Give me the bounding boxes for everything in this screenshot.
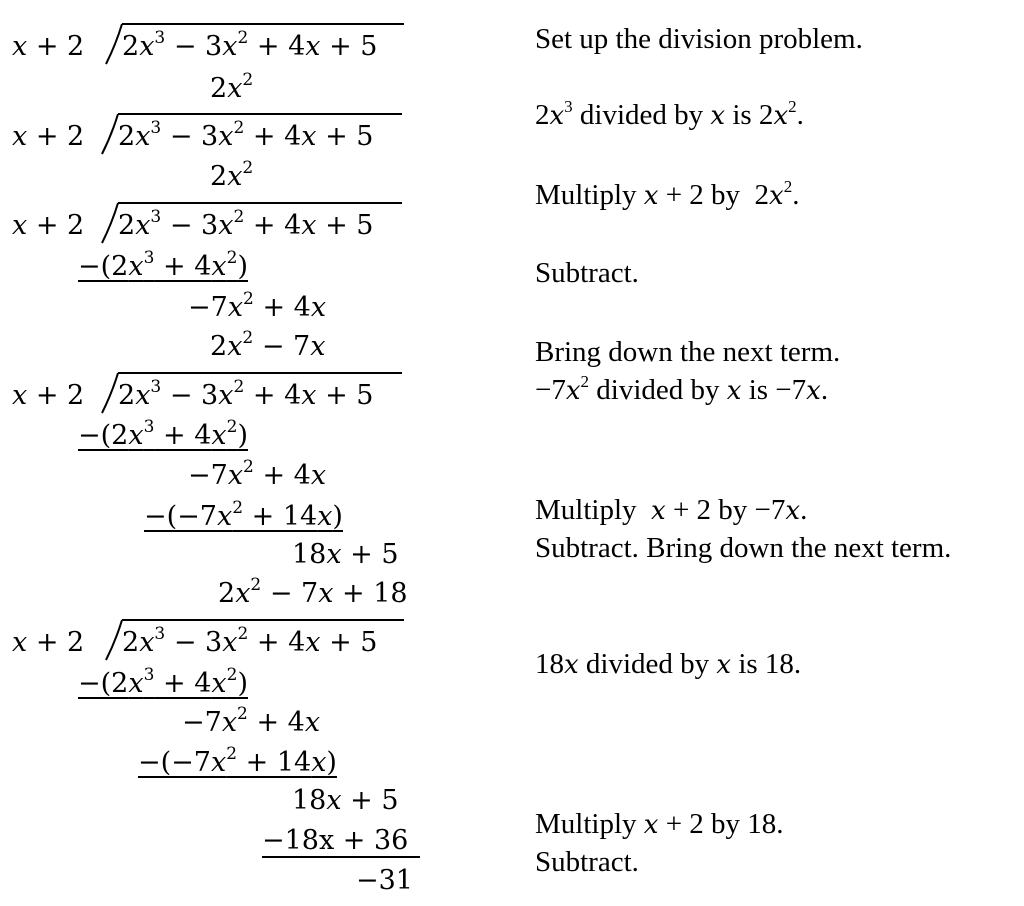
remainder-row: 18x + 5 xyxy=(292,539,399,570)
subtraction-row: $-(-7x^2 + 14x)$ xyxy=(144,498,343,532)
quotient: $2x^2$ xyxy=(210,158,254,192)
divisor: x + 2 xyxy=(12,210,85,241)
remainder-row: $-7x^2 + 4x$ xyxy=(188,289,327,323)
remainder-row: 18x + 5 xyxy=(292,785,399,816)
subtraction-line xyxy=(262,856,420,858)
subtraction-row: $-(2x^3 + 4x^2)$ xyxy=(78,665,248,699)
step-explanation: Multiply x + 2 by 18. xyxy=(535,808,784,840)
subtraction-row: $-(-7x^2 + 14x)$ xyxy=(138,744,337,778)
quotient: $2x^2$ xyxy=(210,70,254,104)
quotient: $2x^2 - 7x$ xyxy=(210,328,326,362)
remainder-row: $-7x^2 + 4x$ xyxy=(182,704,321,738)
dividend: $2x^3 - 3x^2 + 4x + 5$ xyxy=(118,207,374,241)
subtraction-row: $-(2x^3 + 4x^2)$ xyxy=(78,417,248,451)
remainder-row: $-7x^2 + 4x$ xyxy=(188,457,327,491)
divisor: x + 2 xyxy=(12,121,85,152)
step-explanation: Set up the division problem. xyxy=(535,23,863,55)
dividend: $2x^3 - 3x^2 + 4x + 5$ xyxy=(118,377,374,411)
step-explanation: $2x^3$ divided by x is $2x^2$. xyxy=(535,97,804,131)
step-explanation: Multiply x + 2 by $2x^2$. xyxy=(535,177,800,211)
step-explanation: Bring down the next term. xyxy=(535,336,841,368)
quotient: $2x^2 - 7x + 18$ xyxy=(218,575,408,609)
step-explanation: $-7x^2$ divided by x is −7x. xyxy=(535,372,829,406)
divisor: x + 2 xyxy=(12,380,85,411)
dividend: $2x^3 - 3x^2 + 4x + 5$ xyxy=(122,624,378,658)
dividend: $2x^3 - 3x^2 + 4x + 5$ xyxy=(122,28,378,62)
step-explanation: Subtract. Bring down the next term. xyxy=(535,532,952,564)
subtraction-row: $-(2x^3 + 4x^2)$ xyxy=(78,248,248,282)
step-explanation: Multiply x + 2 by −7x. xyxy=(535,494,808,526)
subtraction-row: −18x + 36 xyxy=(262,825,409,856)
final-remainder: −31 xyxy=(356,865,413,896)
step-explanation: Subtract. xyxy=(535,846,639,878)
step-explanation: 18x divided by x is 18. xyxy=(535,648,802,680)
dividend: $2x^3 - 3x^2 + 4x + 5$ xyxy=(118,118,374,152)
step-explanation: Subtract. xyxy=(535,257,639,289)
divisor: x + 2 xyxy=(12,31,85,62)
divisor: x + 2 xyxy=(12,627,85,658)
